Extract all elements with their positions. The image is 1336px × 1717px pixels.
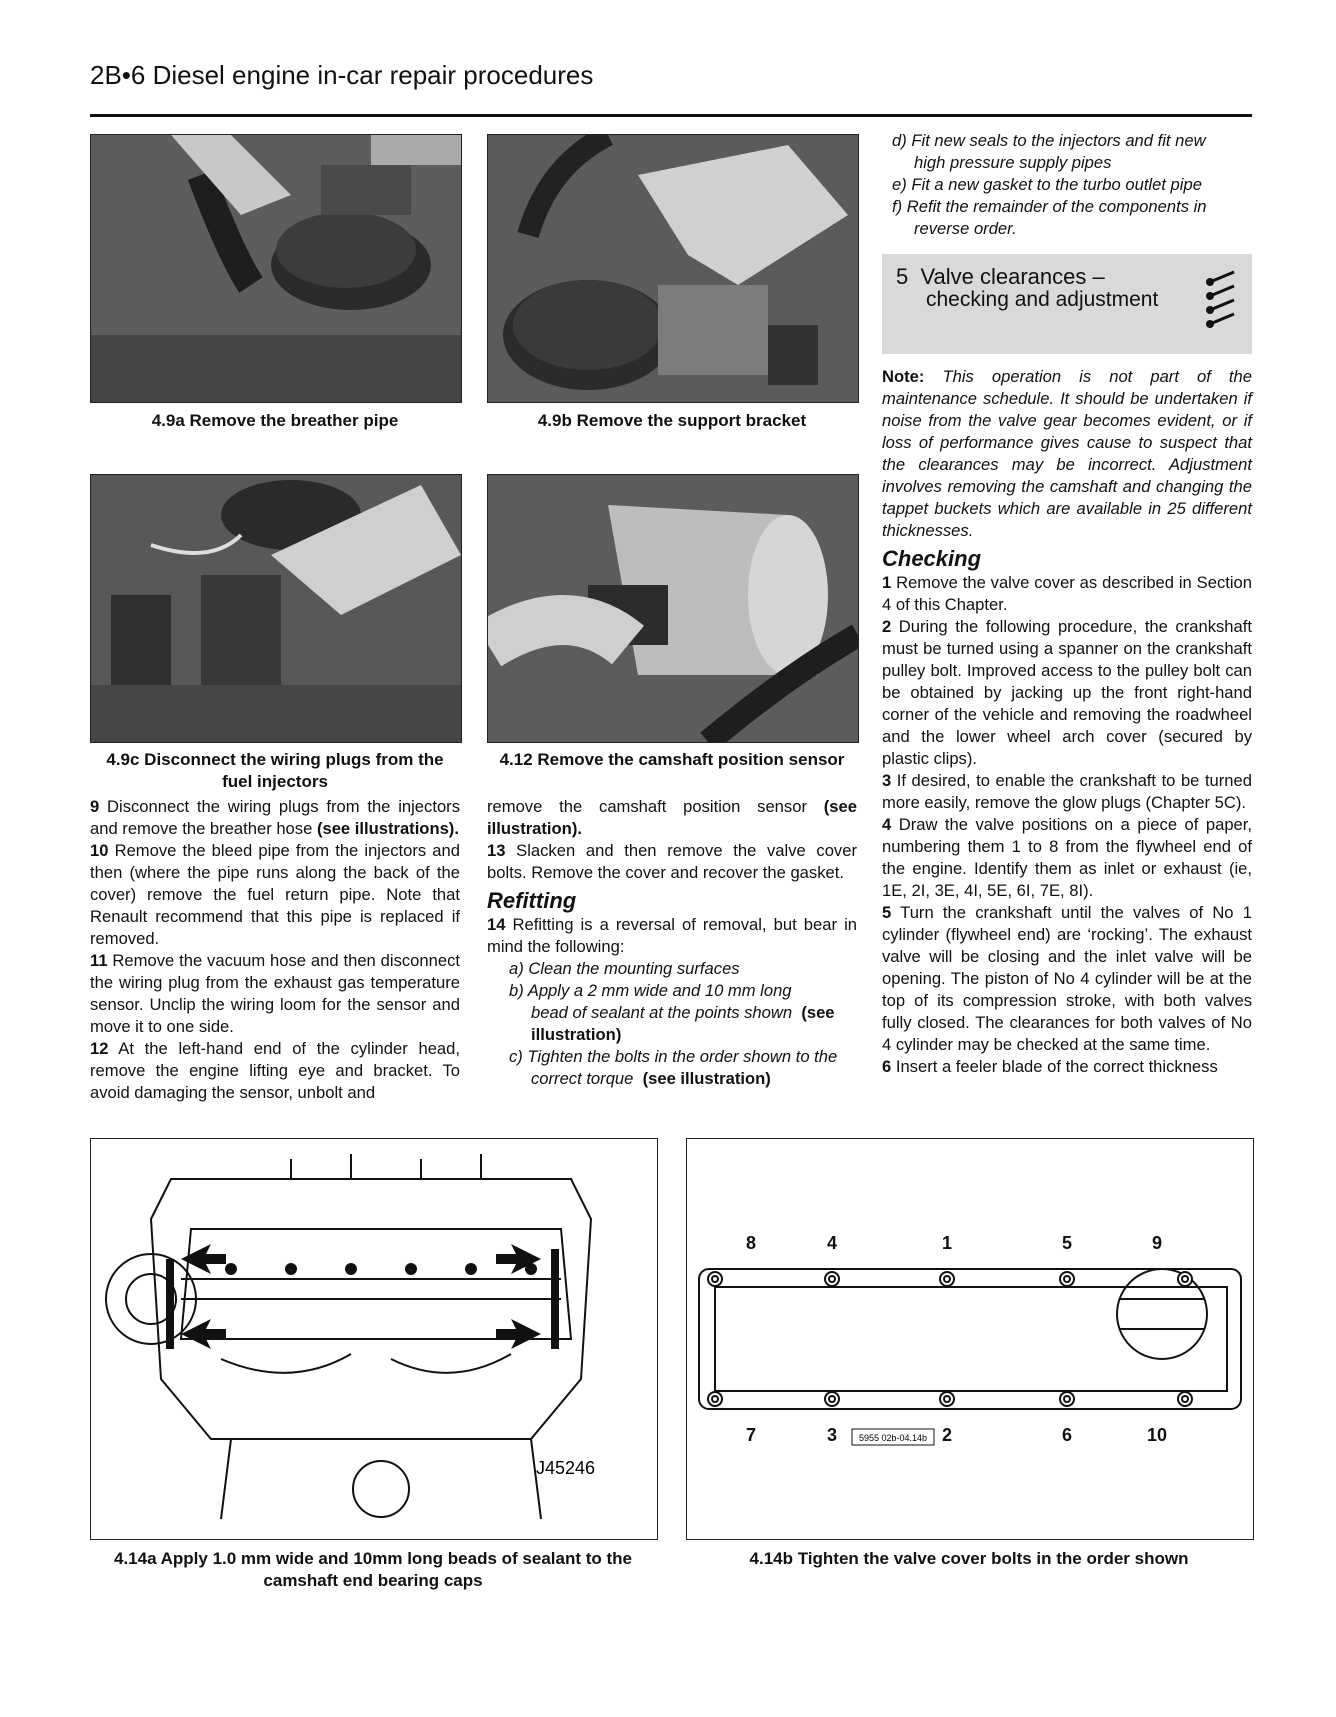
step-number: 2 — [882, 617, 892, 636]
see-illustration-ref: (see illustrations) — [316, 819, 455, 838]
subheading-refitting: Refitting — [487, 888, 577, 913]
step-text: remove the camshaft position sensor — [487, 797, 824, 816]
section-heading-line1 — [896, 264, 1105, 290]
diagram-code: 5955 02b-04.14b — [858, 1433, 928, 1443]
subheading-checking: Checking — [882, 546, 982, 571]
bolt-order-number: 10 — [1146, 1425, 1168, 1445]
paragraph-9 — [90, 796, 460, 840]
bolt-order-number: 5 — [1061, 1233, 1073, 1253]
paragraph-12 — [90, 1038, 460, 1104]
diagram-code: J45246 — [536, 1458, 596, 1478]
step-text: Remove the valve cover as described in Section 4 of this Chapter. — [882, 573, 1252, 614]
column-3-list — [882, 130, 1252, 240]
step-text: Remove the vacuum hose and then disconnect the wiring plug from the exhaust gas temperature sensor. Unclip the wiring loom for the sensor and move it to one side. — [90, 951, 460, 1036]
paragraph-6 — [882, 1056, 1252, 1078]
bolt-order-number: 7 — [745, 1425, 757, 1445]
punctuation: . — [577, 819, 582, 838]
paragraph-4 — [882, 814, 1252, 902]
section-title: Valve clearances – — [920, 264, 1105, 289]
see-illustration-ref: (see illustration) — [487, 797, 857, 838]
bolt-center — [712, 1396, 718, 1402]
note-label: Note: — [882, 367, 925, 386]
bolt-order-number: 4 — [826, 1233, 838, 1253]
paragraph-12-cont — [487, 796, 857, 840]
bolt-order-number: 3 — [826, 1425, 838, 1445]
bolt-center — [1182, 1396, 1188, 1402]
list-item-f-line2: reverse order. — [914, 219, 1017, 238]
paragraph-2 — [882, 616, 1252, 770]
punctuation: . — [454, 819, 459, 838]
bolt-center — [1064, 1396, 1070, 1402]
list-item-b-line2 — [487, 1002, 857, 1046]
step-number: 1 — [882, 573, 892, 592]
diagram-4-14b — [686, 1138, 1254, 1540]
column-2 — [487, 796, 857, 1090]
list-text: bead of sealant at the points shown — [531, 1003, 793, 1022]
step-text: Refitting is a reversal of removal, but bear in mind the following: — [487, 915, 857, 956]
step-number: 11 — [90, 951, 108, 970]
paragraph-1 — [882, 572, 1252, 616]
bolt-center — [1182, 1276, 1188, 1282]
bolt-center — [712, 1276, 718, 1282]
caption-4-9b: 4.9b Remove the support bracket — [537, 411, 807, 430]
bolt-order-number: 2 — [941, 1425, 953, 1445]
step-text: If desired, to enable the crankshaft to be turned more easily, remove the glow plugs (Chapter 5C). — [882, 771, 1252, 812]
section-number: 5 — [896, 264, 909, 289]
step-number: 9 — [90, 797, 100, 816]
caption-4-9c — [90, 749, 460, 793]
page-header: 2B•6 Diesel engine in-car repair procedures — [90, 60, 594, 90]
paragraph-5 — [882, 902, 1252, 1056]
step-number: 14 — [487, 915, 506, 934]
list-item-b-line1: b) Apply a 2 mm wide and 10 mm long — [509, 981, 792, 1000]
section-subtitle: checking and adjustment — [926, 288, 1159, 311]
header-rule — [90, 114, 1252, 117]
bolt-order-number: 6 — [1061, 1425, 1073, 1445]
bolt-order-number: 9 — [1151, 1233, 1163, 1253]
paragraph-14 — [487, 914, 857, 958]
caption-4-14a-line2: camshaft end bearing caps — [263, 1571, 483, 1590]
step-number: 10 — [90, 841, 109, 860]
list-item-c-line2 — [487, 1068, 857, 1090]
caption-4-9c-line2: fuel injectors — [222, 772, 328, 791]
step-number: 4 — [882, 815, 892, 834]
bolt-center — [944, 1396, 950, 1402]
bolt-order-number: 8 — [745, 1233, 757, 1253]
caption-4-9c-line1: 4.9c Disconnect the wiring plugs from the — [106, 750, 444, 769]
see-illustration-ref: (see illustration) — [531, 1003, 835, 1044]
photo-4-9b — [487, 134, 859, 403]
caption-4-12: 4.12 Remove the camshaft position sensor — [499, 750, 845, 769]
paragraph-13 — [487, 840, 857, 884]
photo-4-12 — [487, 474, 859, 743]
caption-4-14a-line1: 4.14a Apply 1.0 mm wide and 10mm long beads of sealant to the — [113, 1549, 632, 1568]
step-number: 12 — [90, 1039, 109, 1058]
bolt-center — [829, 1276, 835, 1282]
list-item-a: a) Clean the mounting surfaces — [509, 959, 740, 978]
bolt-center — [1064, 1276, 1070, 1282]
list-text: correct torque — [531, 1069, 634, 1088]
step-number: 5 — [882, 903, 892, 922]
section-heading-box — [882, 254, 1252, 354]
step-number: 3 — [882, 771, 892, 790]
caption-4-14a — [90, 1548, 656, 1592]
step-text: Turn the crankshaft until the valves of No 1 cylinder (flywheel end) are ‘rocking’. The exhaust valve will be closing and the inlet valve will be opening. The piston of No 4 cylinder will be at the top of its compression stroke, with both valves fully closed. The clearances for both valves of No 4 cylinder may be checked at the same time. — [882, 903, 1252, 1054]
list-item-f-line1: f) Refit the remainder of the components in — [892, 197, 1207, 216]
note-text: This operation is not part of the maintenance schedule. It should be undertaken if noise from the valve gear becomes evident, or if loss of performance gives cause to suspect that the clearances may be incorrect. Adjustment involves removing the camshaft and changing the tappet buckets which are available in 25 different thicknesses. — [882, 367, 1252, 540]
photo-4-9c — [90, 474, 462, 743]
paragraph-11 — [90, 950, 460, 1038]
bolt-center — [944, 1276, 950, 1282]
spanner-difficulty-icon — [1204, 268, 1242, 340]
step-text: Draw the valve positions on a piece of paper, numbering them 1 to 8 from the flywheel end of the engine. Identify them as inlet or exhaust (ie, 1E, 2I, 3E, 4I, 5E, 6I, 7E, 8I). — [882, 815, 1252, 900]
list-item-d-line1: d) Fit new seals to the injectors and fit new — [892, 131, 1206, 150]
step-number: 13 — [487, 841, 506, 860]
column-1 — [90, 796, 460, 1104]
note-paragraph — [882, 366, 1252, 542]
caption-4-14b: 4.14b Tighten the valve cover bolts in the order shown — [749, 1549, 1189, 1568]
list-item-c-line1: c) Tighten the bolts in the order shown to the — [509, 1047, 838, 1066]
photo-4-9a — [90, 134, 462, 403]
list-item-e: e) Fit a new gasket to the turbo outlet pipe — [892, 175, 1202, 194]
bolt-order-number: 1 — [941, 1233, 953, 1253]
step-text: At the left-hand end of the cylinder head, remove the engine lifting eye and bracket. To avoid damaging the sensor, unbolt and — [90, 1039, 460, 1102]
step-text: Remove the bleed pipe from the injectors and then (where the pipe runs along the back of the cover) remove the fuel return pipe. Note that Renault recommend that this pipe is replaced if removed. — [90, 841, 460, 948]
step-text: Insert a feeler blade of the correct thickness — [891, 1057, 1218, 1076]
step-number: 6 — [882, 1057, 892, 1076]
column-3-text — [882, 366, 1252, 1078]
step-text: During the following procedure, the crankshaft must be turned using a spanner on the crankshaft pulley bolt. Improved access to the pulley bolt can be obtained by jacking up the front right-hand corner of the vehicle and removing the roadwheel and the lower wheel arch cover (secured by plastic clips). — [882, 617, 1252, 768]
diagram-4-14a — [90, 1138, 658, 1540]
step-text: Slacken and then remove the valve cover bolts. Remove the cover and recover the gasket. — [487, 841, 857, 882]
list-item-d-line2: high pressure supply pipes — [914, 153, 1112, 172]
paragraph-3 — [882, 770, 1252, 814]
see-illustration-ref: (see illustration) — [642, 1069, 771, 1088]
caption-4-9a: 4.9a Remove the breather pipe — [151, 411, 399, 430]
paragraph-10 — [90, 840, 460, 950]
step-text: Disconnect the wiring plugs from the injectors and remove the breather hose — [90, 797, 460, 838]
bolt-center — [829, 1396, 835, 1402]
